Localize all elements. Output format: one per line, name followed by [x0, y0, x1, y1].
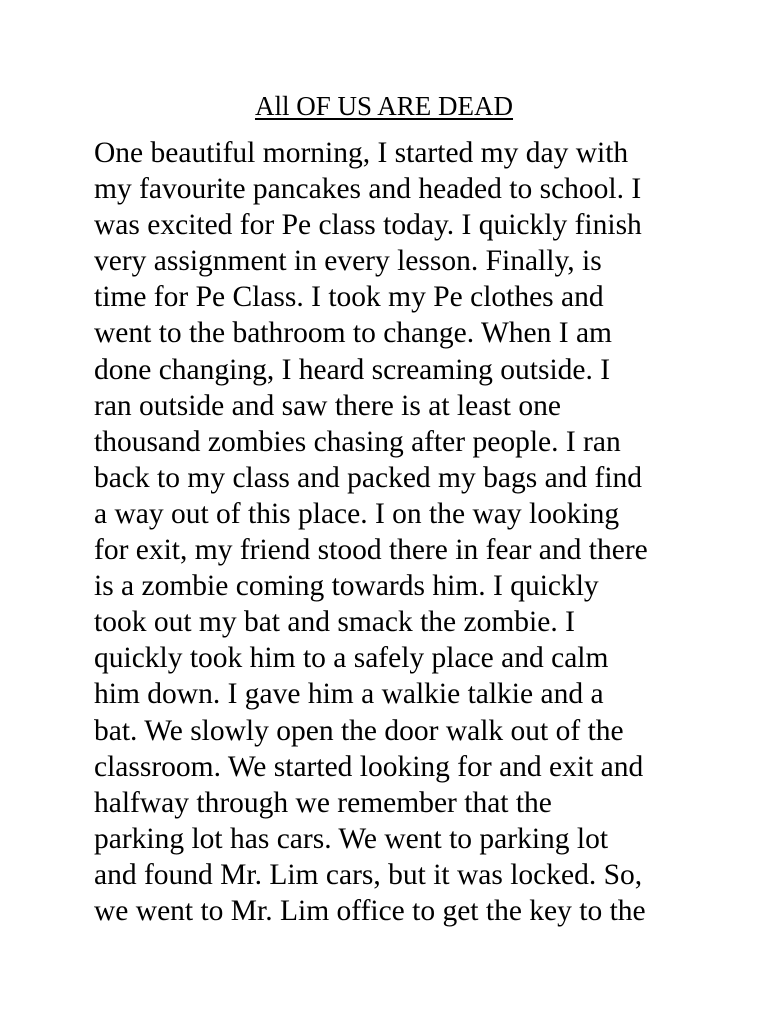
body-line: halfway through we remember that the — [94, 786, 552, 819]
body-line: One beautiful morning, I started my day with — [94, 137, 629, 169]
body-line: was excited for Pe class today. I quickly finish — [94, 209, 642, 242]
document-title: All OF US ARE DEAD — [254, 91, 514, 121]
body-line: quickly took him to a safely place and calm — [94, 642, 609, 675]
body-line: we went to Mr. Lim office to get the key to the — [94, 894, 646, 927]
body-line: and found Mr. Lim cars, but it was locked. So, — [94, 858, 643, 891]
body-line: classroom. We started looking for and exit and — [94, 750, 644, 783]
body-line: time for Pe Class. I took my Pe clothes and — [94, 281, 604, 314]
body-line: bat. We slowly open the door walk out of the — [94, 714, 624, 747]
body-line: parking lot has cars. We went to parking lot — [94, 822, 609, 855]
body-line: thousand zombies chasing after people. I ran — [94, 425, 621, 458]
body-line: went to the bathroom to change. When I am — [94, 317, 613, 350]
body-line: my favourite pancakes and headed to school. I — [94, 173, 642, 206]
body-line: a way out of this place. I on the way looking — [94, 497, 620, 530]
body-line: him down. I gave him a walkie talkie and a — [94, 678, 604, 711]
body-line: is a zombie coming towards him. I quickly — [94, 570, 599, 603]
body-line: ran outside and saw there is at least one — [94, 389, 561, 422]
body-line: done changing, I heard screaming outside. I — [94, 353, 611, 386]
body-line: for exit, my friend stood there in fear and there — [94, 534, 648, 567]
body-line: back to my class and packed my bags and find — [94, 461, 643, 494]
body-line: took out my bat and smack the zombie. I — [94, 606, 575, 639]
body-line: very assignment in every lesson. Finally, is — [94, 245, 602, 278]
document-body — [94, 135, 714, 929]
